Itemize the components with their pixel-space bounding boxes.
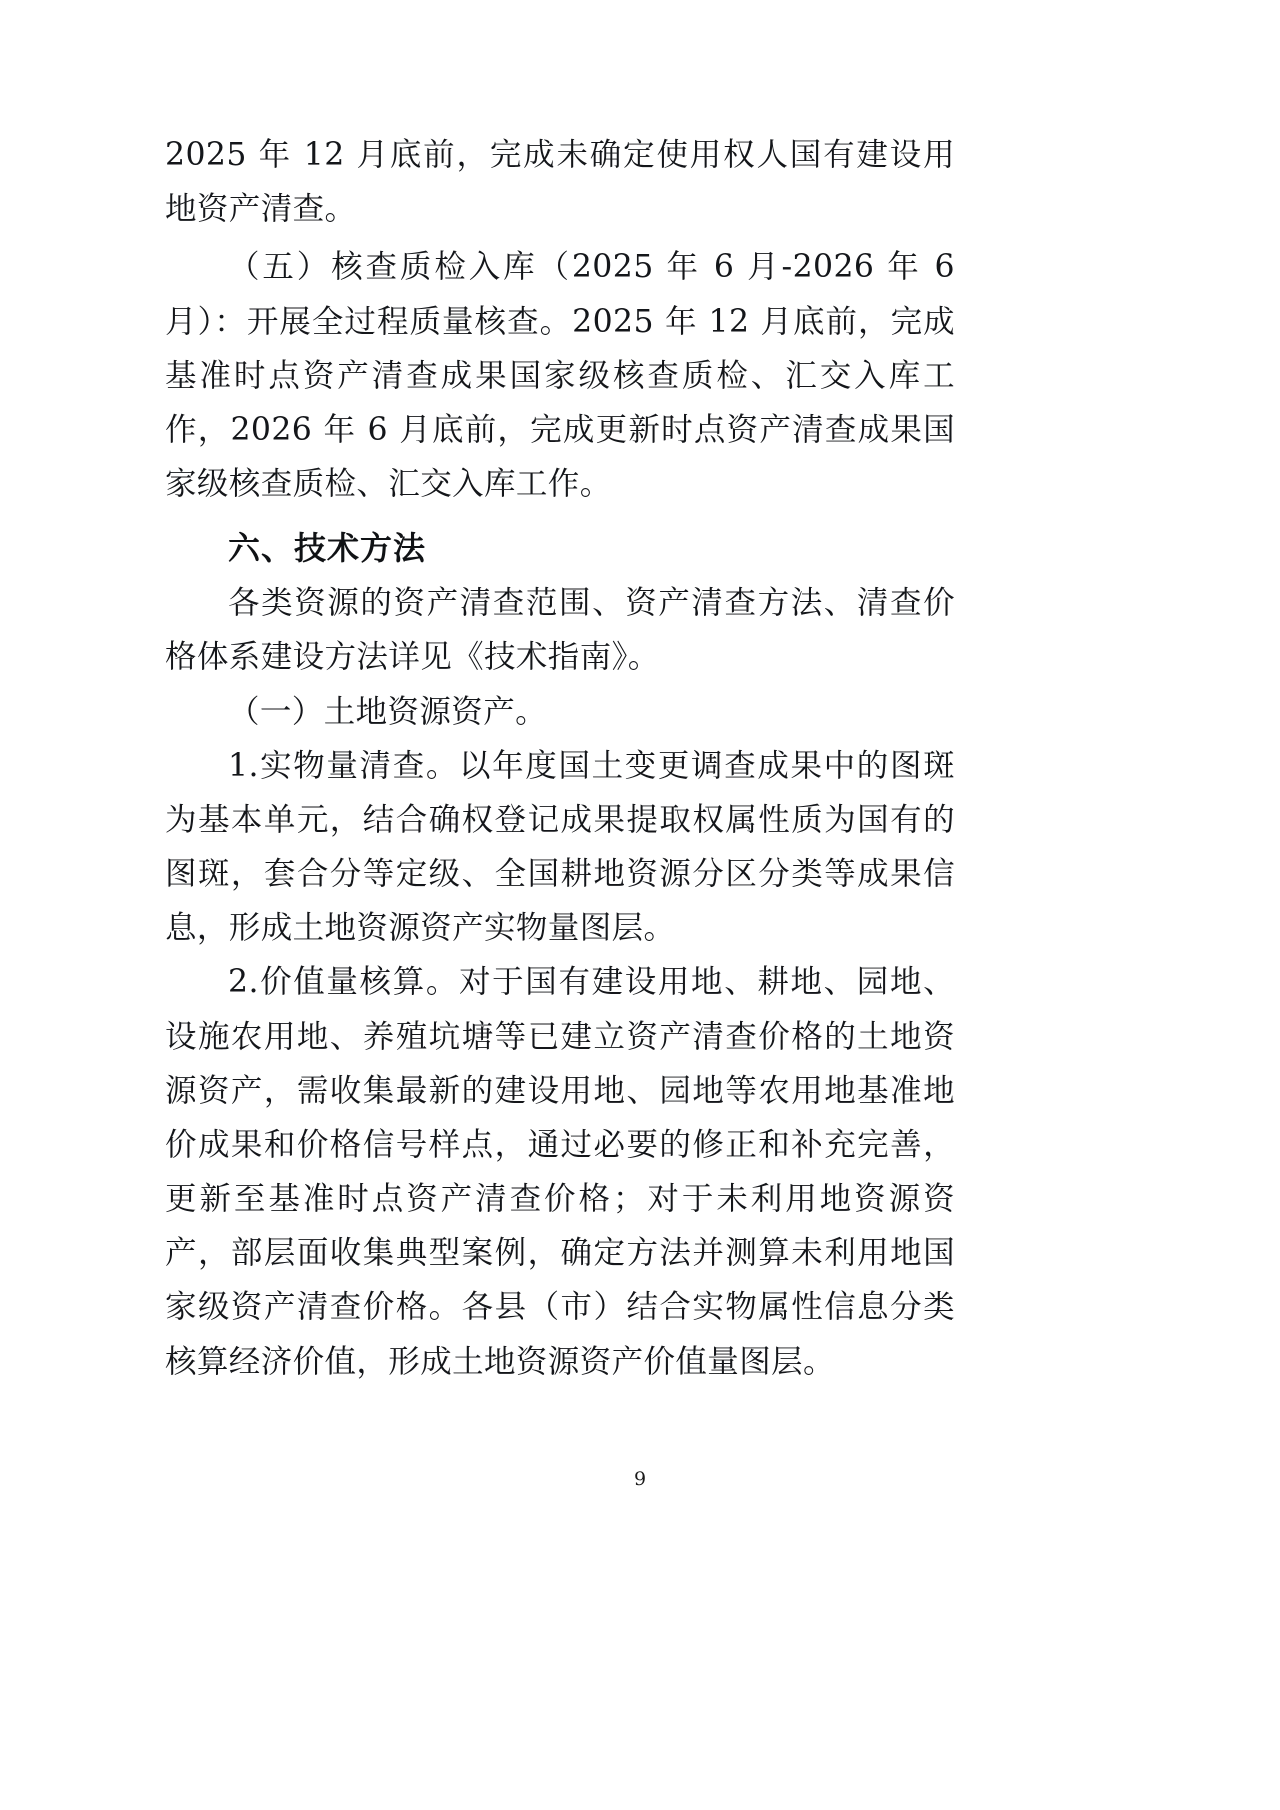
section-heading-technical-methods: 六、技术方法 (228, 529, 427, 568)
paragraph-subitem-one-land-resource-assets: （一）土地资源资产。 (228, 693, 548, 730)
paragraph-value-quantity-accounting: 2.价值量核算。对于国有建设用地、耕地、园地、设施农用地、养殖坑塘等已建立资产清查价格的土地资源资产，需收集最新的建设用地、园地等农用地基准地价成果和价格信号样点，通过必要的修正和补充完善，更新至基准时点资产清查价格；对于未利用地资源资产，部层面收集典型案例，确定方法并测算未利用地国家级资产清查价格。各县（市）结合实物属性信息分类核算经济价值，形成土地资源资产价值量图层。 (165, 964, 955, 1380)
paragraph-physical-quantity-survey: 1.实物量清查。以年度国土变更调查成果中的图斑为基本单元，结合确权登记成果提取权属性质为国有的图斑，套合分等定级、全国耕地资源分区分类等成果信息，形成土地资源资产实物量图层。 (165, 747, 955, 947)
page-number: 9 (633, 1468, 647, 1490)
document-body (165, 128, 955, 1389)
paragraph-land-asset-survey-deadline: 2025 年 12 月底前，完成未确定使用权人国有建设用地资产清查。 (165, 137, 955, 228)
paragraph-item-five-verification: （五）核查质检入库（2025 年 6 月-2026 年 6 月）：开展全过程质量核查。2025 年 12 月底前，完成基准时点资产清查成果国家级核查质检、汇交入库工作，2026 年 6 月底前，完成更新时点资产清查成果国家级核查质检、汇交入库工作。 (165, 249, 955, 503)
paragraph-technical-guide-reference: 各类资源的资产清查范围、资产清查方法、清查价格体系建设方法详见《技术指南》。 (165, 585, 955, 676)
